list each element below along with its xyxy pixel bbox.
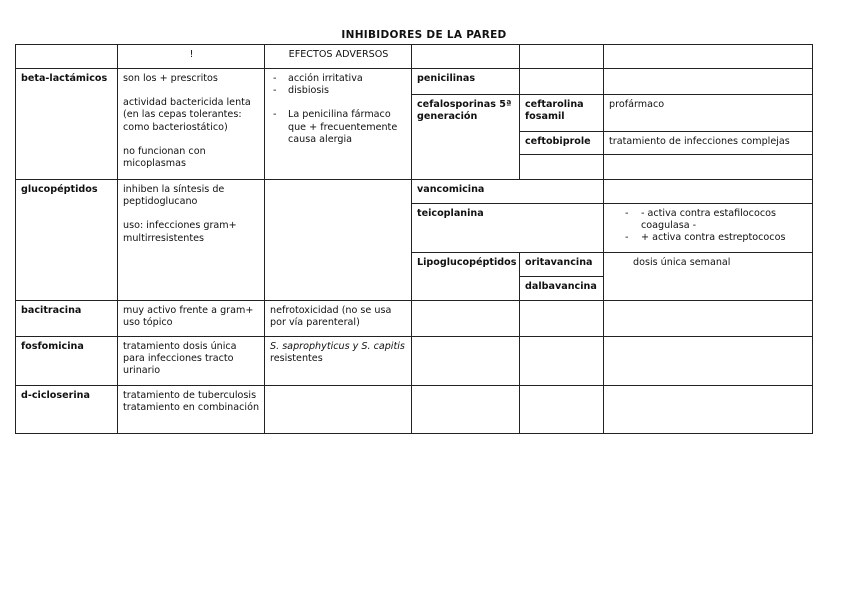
drug-oritavancina: oritavancina	[520, 253, 604, 277]
beta-notes	[118, 69, 265, 180]
beta-effects	[265, 69, 412, 180]
drug-class-fosfomicina: fosfomicina	[16, 337, 118, 386]
fosfomicina-note: tratamiento dosis única para infecciones tracto urinario	[118, 337, 265, 386]
fosfomicina-effect	[265, 337, 412, 386]
effect-item: - La penicilina fármaco que + frecuentemente causa alergia	[270, 109, 407, 146]
note-line: son los + prescritos	[123, 73, 218, 84]
empty-cell	[265, 386, 412, 434]
subclass-penicilinas: penicilinas	[412, 69, 520, 95]
note-line: inhiben la síntesis de peptidoglucano	[123, 184, 225, 208]
note-line: actividad bactericida lenta (en las cepas tolerantes: como bacteriostático)	[123, 97, 251, 133]
effect-item: - - activa contra estafilococos coagulasa -	[623, 208, 808, 232]
empty-cell	[604, 69, 813, 95]
empty-cell	[520, 155, 604, 180]
gluco-notes	[118, 180, 265, 301]
subclass-cefalosporinas: cefalosporinas 5ª generación	[412, 95, 520, 180]
drug-teicoplanina: teicoplanina	[412, 204, 604, 253]
table-row	[16, 301, 813, 337]
empty-cell	[265, 180, 412, 301]
note-line: dosis única semanal	[633, 257, 731, 268]
ceftobiprole-note: tratamiento de infecciones complejas	[604, 132, 813, 155]
header-cell-empty	[520, 45, 604, 69]
inhibitors-table	[15, 44, 813, 434]
empty-cell	[604, 386, 813, 434]
drug-class-gluco: glucopéptidos	[16, 180, 118, 301]
empty-cell	[412, 386, 520, 434]
empty-cell	[412, 301, 520, 337]
note-line: uso: infecciones gram+ multirresistentes	[123, 220, 237, 244]
bacitracina-note: muy activo frente a gram+ uso tópico	[118, 301, 265, 337]
teicoplanina-notes	[604, 204, 813, 253]
ceftarolina-note: profármaco	[604, 95, 813, 132]
effect-rest: resistentes	[270, 353, 323, 365]
lipo-note	[604, 253, 813, 301]
drug-vancomicina: vancomicina	[412, 180, 604, 204]
table-row	[16, 69, 813, 95]
bacitracina-effect: nefrotoxicidad (no se usa por vía parenteral)	[265, 301, 412, 337]
empty-cell	[604, 180, 813, 204]
empty-cell	[520, 301, 604, 337]
table-row	[16, 386, 813, 434]
header-cell-empty	[412, 45, 520, 69]
drug-class-bacitracina: bacitracina	[16, 301, 118, 337]
empty-cell	[604, 337, 813, 386]
effect-item: - disbiosis	[270, 85, 407, 97]
table-row	[16, 337, 813, 386]
header-cell-alert: !	[118, 45, 265, 69]
drug-class-dcicloserina: d-cicloserina	[16, 386, 118, 434]
empty-cell	[520, 69, 604, 95]
drug-dalbavancina: dalbavancina	[520, 277, 604, 301]
species-names: S. saprophyticus y S. capitis	[270, 341, 405, 352]
effect-item: - acción irritativa	[270, 73, 407, 85]
dcicloserina-note: tratamiento de tuberculosis tratamiento en combinación	[118, 386, 265, 434]
empty-cell	[520, 386, 604, 434]
subclass-lipoglucopeptidos: Lipoglucopéptidos	[412, 253, 520, 301]
note-line: no funcionan con micoplasmas	[123, 145, 206, 170]
header-cell-empty	[604, 45, 813, 69]
page-title: INHIBIDORES DE LA PARED	[341, 29, 507, 41]
empty-cell	[520, 337, 604, 386]
table-header-row	[16, 45, 813, 69]
table-row	[16, 180, 813, 204]
drug-ceftarolina: ceftarolina fosamil	[520, 95, 604, 132]
empty-cell	[604, 301, 813, 337]
header-cell-empty	[16, 45, 118, 69]
effect-item: - + activa contra estreptococos	[623, 232, 808, 244]
drug-class-beta: beta-lactámicos	[16, 69, 118, 180]
empty-cell	[604, 155, 813, 180]
drug-ceftobiprole: ceftobiprole	[520, 132, 604, 155]
header-cell-effects: EFECTOS ADVERSOS	[265, 45, 412, 69]
empty-cell	[412, 337, 520, 386]
